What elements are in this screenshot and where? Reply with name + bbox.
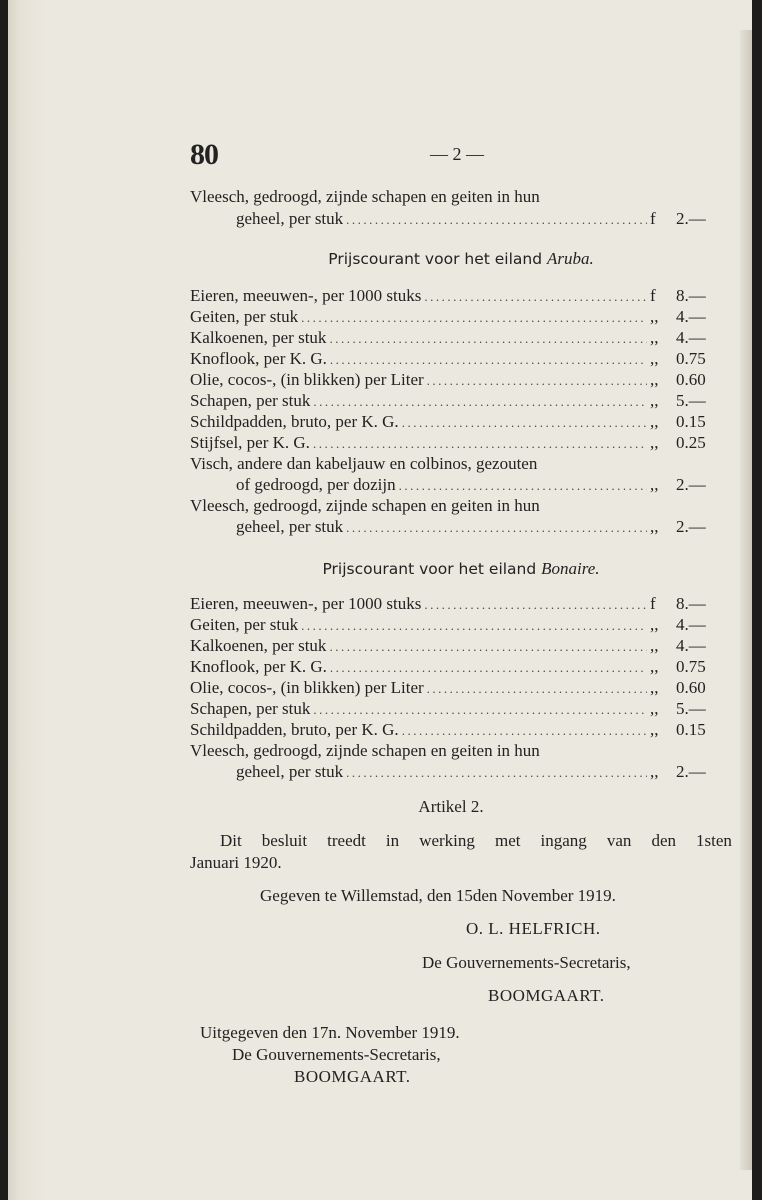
word: besluit xyxy=(261,831,308,850)
item-label: geheel, per stuk xyxy=(236,209,344,228)
bonaire-heading xyxy=(190,558,732,580)
aruba-item xyxy=(190,432,732,454)
item-label: Eieren, meeuwen-, per 1000 stuks xyxy=(190,286,422,305)
currency: ,, xyxy=(650,370,659,389)
currency: ,, xyxy=(650,517,659,536)
leader-dots xyxy=(346,517,647,539)
signer-name: O. L. HELFRICH. xyxy=(466,919,601,938)
leader-dots xyxy=(402,720,647,742)
page-number: 80 xyxy=(190,138,218,171)
item-label: Eieren, meeuwen-, per 1000 stuks xyxy=(190,594,422,613)
word: 1sten xyxy=(696,831,732,850)
leader-dots xyxy=(402,412,647,434)
leader-dots xyxy=(330,349,647,371)
price: 0.60 xyxy=(676,370,706,389)
price: 2.— xyxy=(676,517,706,536)
item-label: Geiten, per stuk xyxy=(190,615,299,634)
word: werking xyxy=(419,831,475,850)
aruba-item xyxy=(190,390,732,412)
currency: ,, xyxy=(650,433,659,452)
price: 0.75 xyxy=(676,349,706,368)
item-label: Schapen, per stuk xyxy=(190,391,311,410)
leader-dots xyxy=(424,594,647,616)
currency: ,, xyxy=(650,391,659,410)
price: 4.— xyxy=(676,328,706,347)
item-label: Schildpadden, bruto, per K. G. xyxy=(190,412,399,431)
bonaire-item xyxy=(190,698,732,720)
leader-dots xyxy=(313,391,647,413)
price: 5.— xyxy=(676,391,706,410)
artikel-text-line1 xyxy=(220,830,732,852)
currency: ,, xyxy=(650,412,659,431)
bonaire-item xyxy=(190,614,732,636)
aruba-item xyxy=(190,327,732,349)
price: 4.— xyxy=(676,636,706,655)
price: 8.— xyxy=(676,286,706,305)
aruba-item xyxy=(190,369,732,391)
aruba-visch-line1: Visch, andere dan kabeljauw en colbinos, gezouten xyxy=(190,454,538,473)
bonaire-vleesch-line2 xyxy=(236,761,732,783)
section-number: — 2 — xyxy=(430,144,484,164)
currency: ,, xyxy=(650,657,659,676)
item-label: Knoflook, per K. G. xyxy=(190,349,327,368)
item-label: geheel, per stuk xyxy=(236,762,344,781)
aruba-visch-line2 xyxy=(236,474,732,496)
intro-item-line2 xyxy=(236,208,732,230)
aruba-item xyxy=(190,306,732,328)
heading-prefix: Prijscourant voor het eiland xyxy=(328,250,543,268)
item-label: Kalkoenen, per stuk xyxy=(190,328,327,347)
artikel-title: Artikel 2. xyxy=(418,797,484,816)
bonaire-item xyxy=(190,719,732,741)
heading-prefix: Prijscourant voor het eiland xyxy=(322,560,537,578)
bonaire-item xyxy=(190,593,732,615)
issued-line1: Uitgegeven den 17n. November 1919. xyxy=(200,1023,460,1042)
heading-island: Aruba. xyxy=(546,249,594,268)
aruba-heading xyxy=(190,248,732,270)
price: 0.60 xyxy=(676,678,706,697)
word: ingang xyxy=(540,831,587,850)
currency: f xyxy=(650,594,656,613)
item-label: Olie, cocos-, (in blikken) per Liter xyxy=(190,370,424,389)
leader-dots xyxy=(313,433,647,455)
currency: ,, xyxy=(650,328,659,347)
price: 0.15 xyxy=(676,720,706,739)
artikel-text-line2: Januari 1920. xyxy=(190,853,282,872)
leader-dots xyxy=(427,678,647,700)
secretary-title: De Gouvernements-Secretaris, xyxy=(422,953,631,972)
currency: ,, xyxy=(650,307,659,326)
price: 5.— xyxy=(676,699,706,718)
word: in xyxy=(385,831,400,850)
leader-dots xyxy=(424,286,647,308)
document-page xyxy=(8,0,752,1200)
currency: ,, xyxy=(650,636,659,655)
item-label: Schildpadden, bruto, per K. G. xyxy=(190,720,399,739)
price: 4.— xyxy=(676,307,706,326)
currency: ,, xyxy=(650,349,659,368)
price: 0.75 xyxy=(676,657,706,676)
price: 0.15 xyxy=(676,412,706,431)
price: 2.— xyxy=(676,762,706,781)
bonaire-vleesch-line1: Vleesch, gedroogd, zijnde schapen en geiten in hun xyxy=(190,741,540,760)
price: 4.— xyxy=(676,615,706,634)
item-label: Kalkoenen, per stuk xyxy=(190,636,327,655)
page-binding-edge xyxy=(8,0,48,1200)
currency: ,, xyxy=(650,475,659,494)
word: van xyxy=(606,831,632,850)
intro-item-line1: Vleesch, gedroogd, zijnde schapen en geiten in hun xyxy=(190,187,540,206)
item-label: Knoflook, per K. G. xyxy=(190,657,327,676)
aruba-vleesch-line2 xyxy=(236,516,732,538)
item-label: Geiten, per stuk xyxy=(190,307,299,326)
word: treedt xyxy=(327,831,366,850)
leader-dots xyxy=(329,328,647,350)
aruba-item xyxy=(190,348,732,370)
leader-dots xyxy=(346,209,647,231)
currency: ,, xyxy=(650,699,659,718)
secretary-name: BOOMGAART. xyxy=(488,986,605,1005)
item-label: Schapen, per stuk xyxy=(190,699,311,718)
item-label: Stijfsel, per K. G. xyxy=(190,433,310,452)
item-label: Olie, cocos-, (in blikken) per Liter xyxy=(190,678,424,697)
price: 8.— xyxy=(676,594,706,613)
price: 2.— xyxy=(676,209,706,228)
leader-dots xyxy=(427,370,647,392)
item-label: of gedroogd, per dozijn xyxy=(236,475,396,494)
bonaire-item xyxy=(190,656,732,678)
leader-dots xyxy=(313,699,647,721)
aruba-vleesch-line1: Vleesch, gedroogd, zijnde schapen en geiten in hun xyxy=(190,496,540,515)
word: met xyxy=(494,831,521,850)
aruba-item xyxy=(190,411,732,433)
given-line: Gegeven te Willemstad, den 15den November 1919. xyxy=(260,886,616,905)
currency: ,, xyxy=(650,720,659,739)
leader-dots xyxy=(399,475,647,497)
currency: f xyxy=(650,209,656,228)
price: 2.— xyxy=(676,475,706,494)
issued-line2: De Gouvernements-Secretaris, xyxy=(232,1045,441,1064)
issued-line3: BOOMGAART. xyxy=(294,1067,411,1086)
currency: ,, xyxy=(650,615,659,634)
word: Dit xyxy=(220,831,242,850)
leader-dots xyxy=(301,615,647,637)
leader-dots xyxy=(329,636,647,658)
word: den xyxy=(651,831,676,850)
leader-dots xyxy=(346,762,647,784)
currency: ,, xyxy=(650,762,659,781)
aruba-item xyxy=(190,285,732,307)
bonaire-item xyxy=(190,677,732,699)
currency: ,, xyxy=(650,678,659,697)
item-label: geheel, per stuk xyxy=(236,517,344,536)
leader-dots xyxy=(330,657,647,679)
bonaire-item xyxy=(190,635,732,657)
currency: f xyxy=(650,286,656,305)
leader-dots xyxy=(301,307,647,329)
price: 0.25 xyxy=(676,433,706,452)
heading-island: Bonaire. xyxy=(541,559,600,578)
